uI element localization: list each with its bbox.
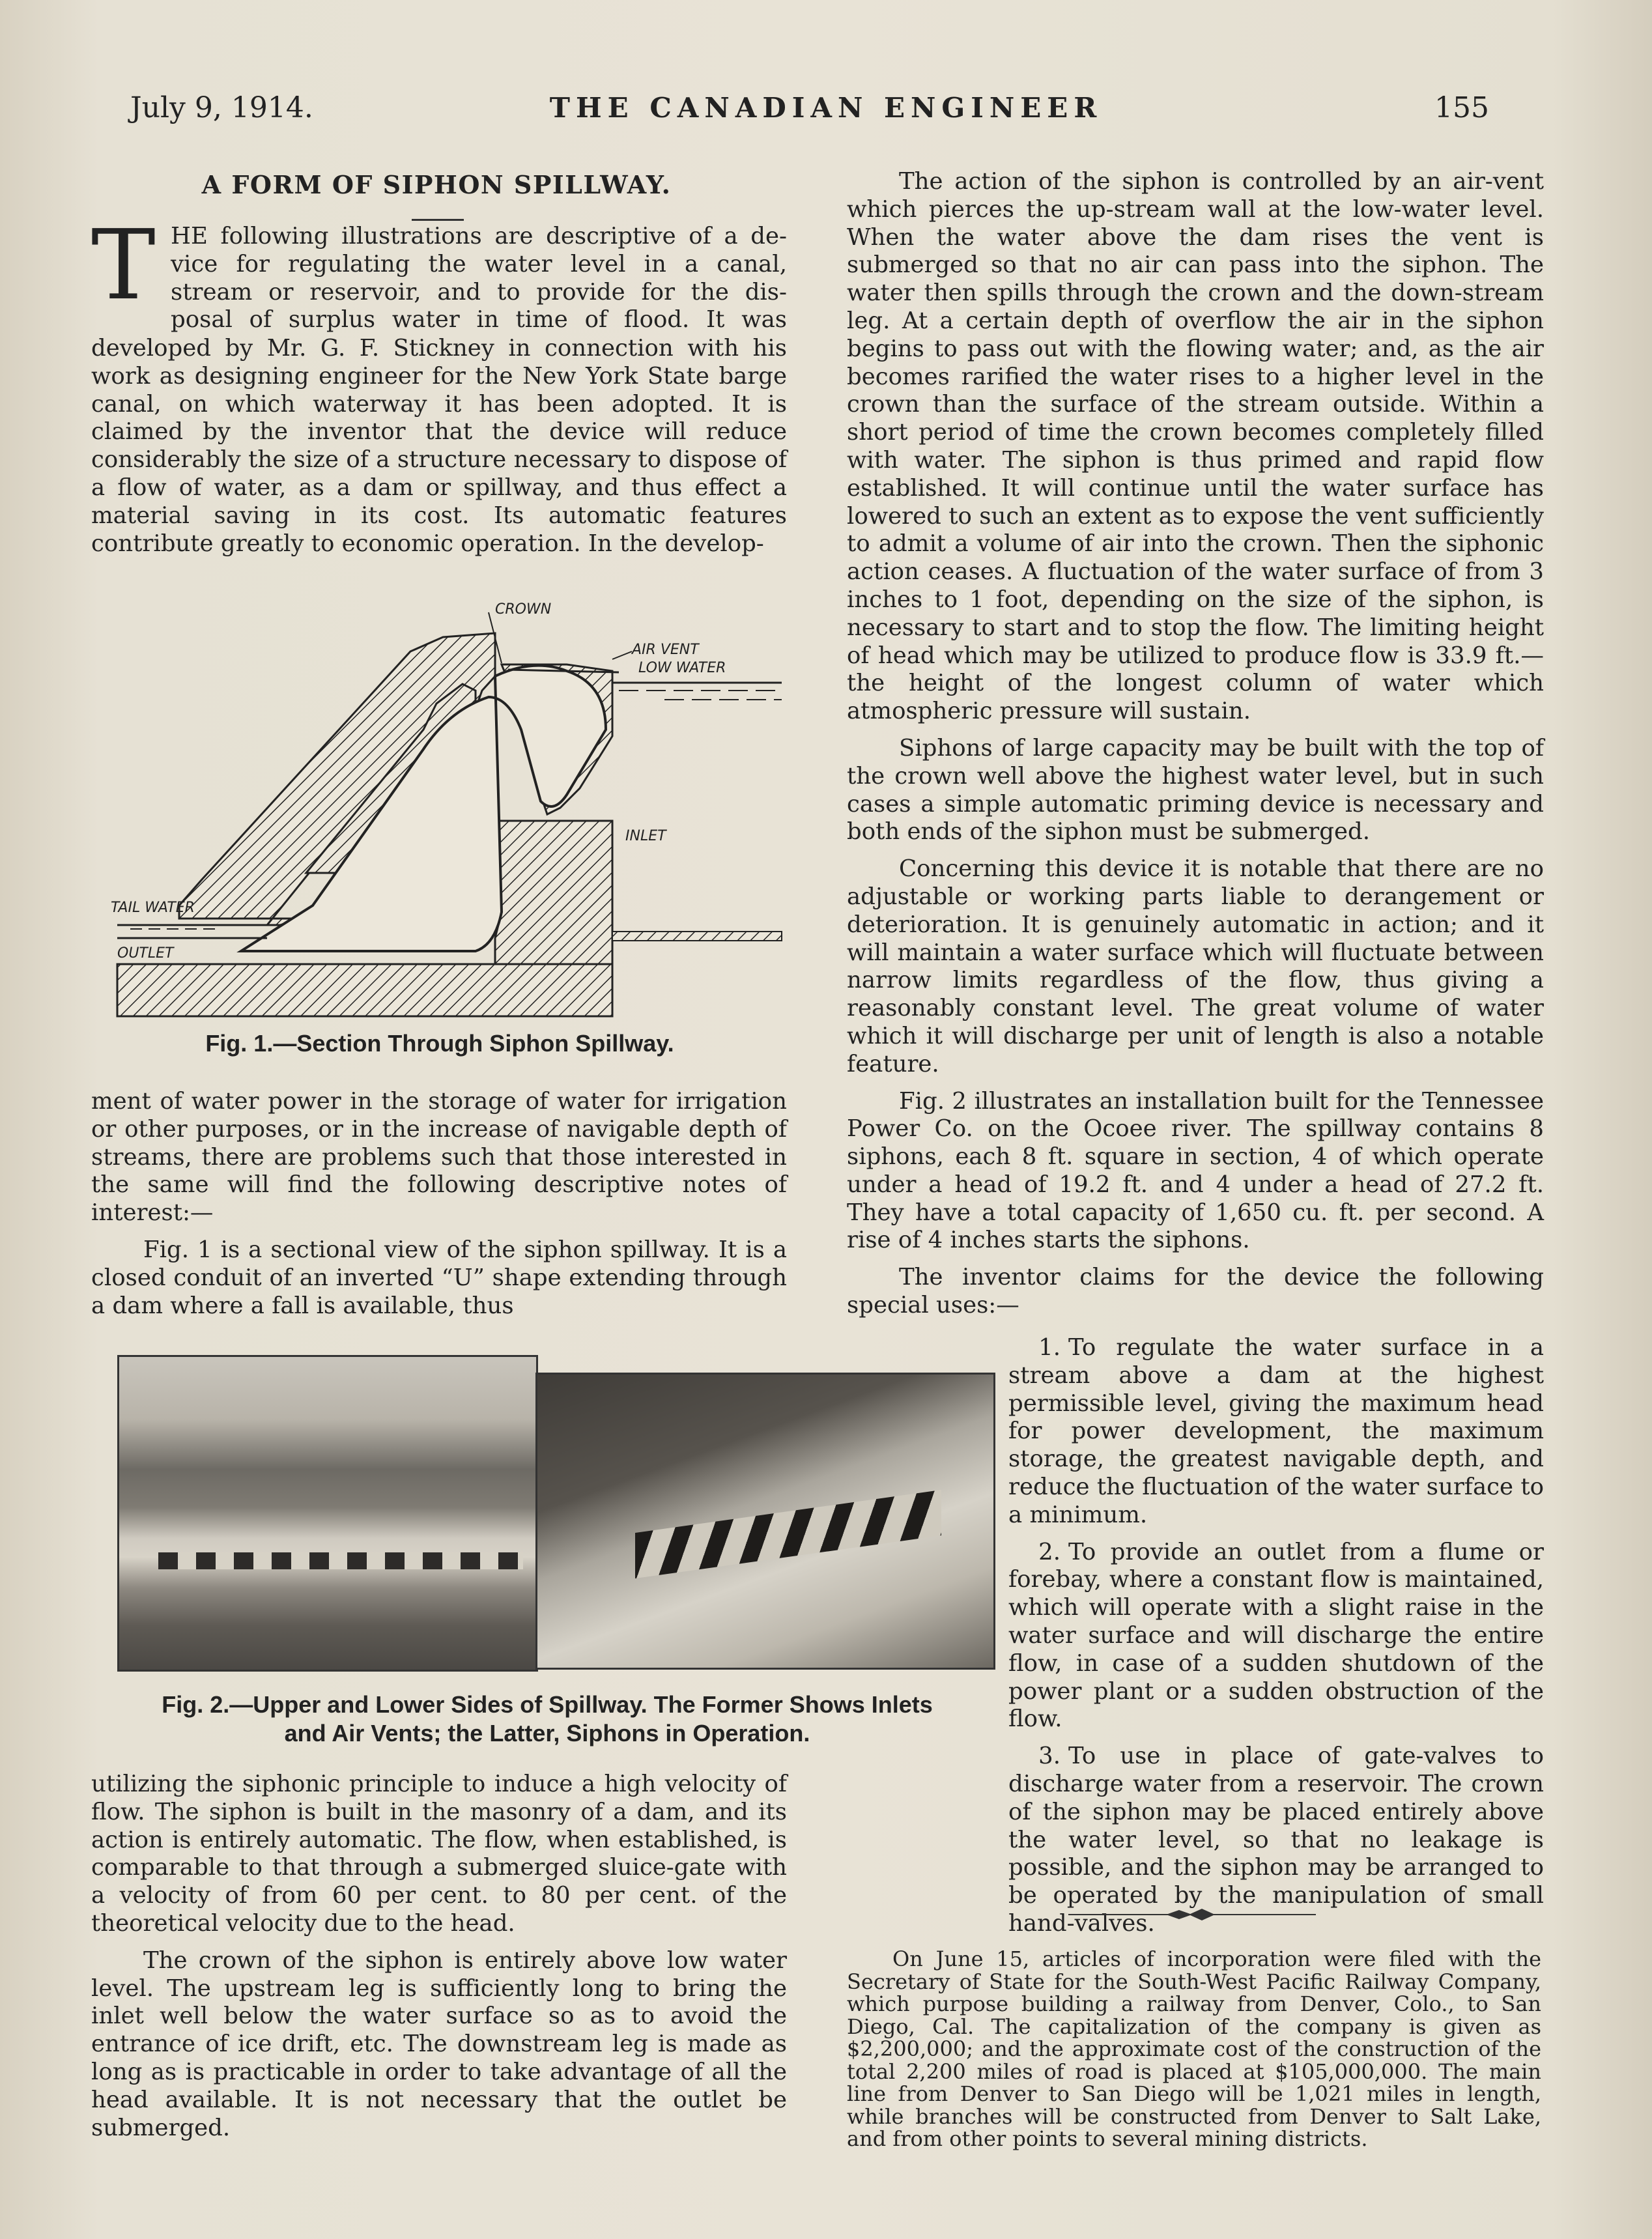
list-text: To use in place of gate-valves to discharge water from a reservoir. The crown of the siphon may be placed entirely above the water level, so that no leakage is possible, and the siphon may be arranged to be operated by the manipulation of small hand-valves.	[1008, 1743, 1544, 1937]
page-number: 155	[1434, 91, 1489, 124]
siphon-section-diagram	[111, 599, 788, 1029]
lower-side-photo	[535, 1373, 995, 1670]
label-inlet: INLET	[625, 828, 666, 844]
paragraph: Fig. 1 is a sectional view of the siphon spillway. It is a closed conduit of an inverted “U” shape extending through a dam where a fall is available, thus	[91, 1236, 787, 1319]
list-number: 2.	[1038, 1538, 1061, 1565]
uses-list	[1008, 1334, 1544, 1938]
news-item: On June 15, articles of incorporation were filed with the Secretary of State for the South-West Pacific Railway Company, which purpose building a railway from Denver, Colo., to San Diego, Cal. The capitalization of the company is given as $2,200,000; and the approximate cost of the construction of the total 2,200 miles of road is placed at $105,000,000. The main line from Denver to San Diego will be 1,021 miles in length, while branches will be constructed from Denver to Salt Lake, and from other points to several mining districts.	[847, 1947, 1541, 2151]
intro-paragraph: developed by Mr. G. F. Stickney in connection with his work as designing engineer for the New York State barge canal, on which waterway it has been adopted. It is claimed by the inventor that the device will reduce considerably the size of a structure necessary to dispose of a flow of water, as a dam or spillway, and thus effect a material saving in its cost. Its automatic features contribute greatly to economic operation. In the develop-	[91, 335, 787, 557]
figure2-caption	[104, 1690, 990, 1748]
river-bed-upstream	[612, 932, 782, 941]
paragraph: Fig. 2 illustrates an installation built for the Tennessee Power Co. on the Ocoee river. The spillway contains 8 siphons, each 8 ft. square in section, 4 of which operate under a head of 19.2 ft. and 4 under a head of 27.2 ft. They have a total capacity of 1,650 cu. ft. per second. A rise of 4 inches starts the siphons.	[847, 1087, 1544, 1254]
paragraph: The action of the siphon is controlled by an air-vent which pierces the up-stream wall at the low-water level. When the water above the dam rises the vent is submerged so that no air can pass into the siphon. The water then spills through the crown and the down-stream leg. At a certain depth of overflow the air in the siphon begins to pass out with the flowing water; and, as the air becomes rarified the water rises to a higher level in the crown than the surface of the stream outside. Within a short period of time the crown becomes completely filled with water. The siphon is thus primed and rapid flow established. It will continue until the water surface has lowered to such an extent as to expose the vent sufficiently to admit a volume of air into the crown. Then the siphonic action ceases. A fluctuation of the water surface of from 3 inches to 1 foot, depending on the size of the siphon, is necessary to start and to stop the flow. The limiting height of head which may be utilized to produce flow is 33.9 ft.—the height of the longest column of water which atmospheric pressure will sustain.	[847, 168, 1544, 725]
paragraph: utilizing the siphonic principle to induce a high velocity of flow. The siphon is built in the masonry of a dam, and its action is entirely automatic. The flow, when established, is comparable to that through a submerged sluice-gate with a velocity of from 60 per cent. to 80 per cent. of the theoretical velocity due to the head.	[91, 1771, 787, 1937]
figure2-caption-line1: Fig. 2.—Upper and Lower Sides of Spillway. The Former Shows Inlets	[162, 1691, 933, 1718]
intro-line: HE following illustrations are descriptive of a de-	[171, 223, 787, 250]
list-number: 1.	[1038, 1334, 1061, 1361]
figure2-caption-line2: and Air Vents; the Latter, Siphons in Operation.	[284, 1720, 810, 1747]
intro-line: stream or reservoir, and to provide for the dis-	[171, 278, 787, 306]
list-item	[1008, 1539, 1544, 1734]
left-column-mid	[91, 1088, 787, 1320]
spillway-inlet-openings	[158, 1552, 523, 1569]
figure1-caption: Fig. 1.—Section Through Siphon Spillway.	[205, 1030, 674, 1057]
dam-base	[117, 964, 612, 1016]
upper-side-photo	[117, 1355, 538, 1672]
paragraph: The inventor claims for the device the following special uses:—	[847, 1264, 1544, 1319]
issue-date: July 9, 1914.	[130, 91, 313, 124]
list-text: To provide an outlet from a flume or forebay, where a constant flow is maintained, which will operate with a slight raise in the water surface and will discharge the entire flow, in case of a sudden shutdown of the power plant or a sudden obstruction of the flow.	[1008, 1538, 1544, 1733]
list-number: 3.	[1038, 1743, 1061, 1770]
list-text: To regulate the water surface in a stream above a dam at the highest permissible level, giving the maximum head for power development, the maximum storage, the greatest navigable depth, and reduce the fluctuation of the water surface to a minimum.	[1008, 1334, 1544, 1528]
intro-dropcap-lines	[171, 223, 787, 334]
paragraph: Siphons of large capacity may be built with the top of the crown well above the highest water level, but in such cases a simple automatic priming device is necessary and both ends of the siphon must be submerged.	[847, 734, 1544, 846]
label-outlet: OUTLET	[117, 945, 174, 962]
label-tail-water: TAIL WATER	[111, 900, 195, 916]
drop-cap: T	[91, 209, 156, 321]
label-low-water: LOW WATER	[638, 660, 726, 676]
left-column-bottom	[91, 1771, 787, 2142]
paragraph: The crown of the siphon is entirely above low water level. The upstream leg is sufficiently long to bring the inlet well below the water surface so as to avoid the entrance of ice drift, etc. The downstream leg is made as long as is practicable in order to take advantage of all the head available. It is not necessary that the outlet be submerged.	[91, 1947, 787, 2141]
label-air-vent: AIR VENT	[632, 642, 699, 658]
article-title: A FORM OF SIPHON SPILLWAY.	[201, 170, 672, 199]
journal-title: THE CANADIAN ENGINEER	[549, 92, 1103, 124]
label-crown: CROWN	[495, 601, 552, 618]
intro-line: vice for regulating the water level in a canal,	[171, 250, 787, 278]
right-column	[847, 168, 1544, 1320]
dam-upstream-face	[495, 821, 612, 964]
paragraph: Concerning this device it is notable that there are no adjustable or working parts liable to derangement or deterioration. It is genuinely automatic in action; and it will maintain a water surface which will fluctuate between narrow limits regardless of the flow, thus giving a reasonably constant level. The great volume of water which it will discharge per unit of length is also a notable feature.	[847, 855, 1544, 1077]
intro-rest	[91, 335, 787, 558]
ornament-divider	[1068, 1906, 1316, 1923]
list-item	[1008, 1334, 1544, 1530]
title-rule	[412, 219, 464, 221]
paragraph: ment of water power in the storage of water for irrigation or other purposes, or in the increase of navigable depth of streams, there are problems such that those interested in the same will find the following descriptive notes of interest:—	[91, 1088, 787, 1227]
siphon-outlets	[635, 1490, 941, 1578]
intro-line: posal of surplus water in time of flood. It was	[171, 306, 787, 334]
air-vent-leader	[612, 651, 632, 659]
